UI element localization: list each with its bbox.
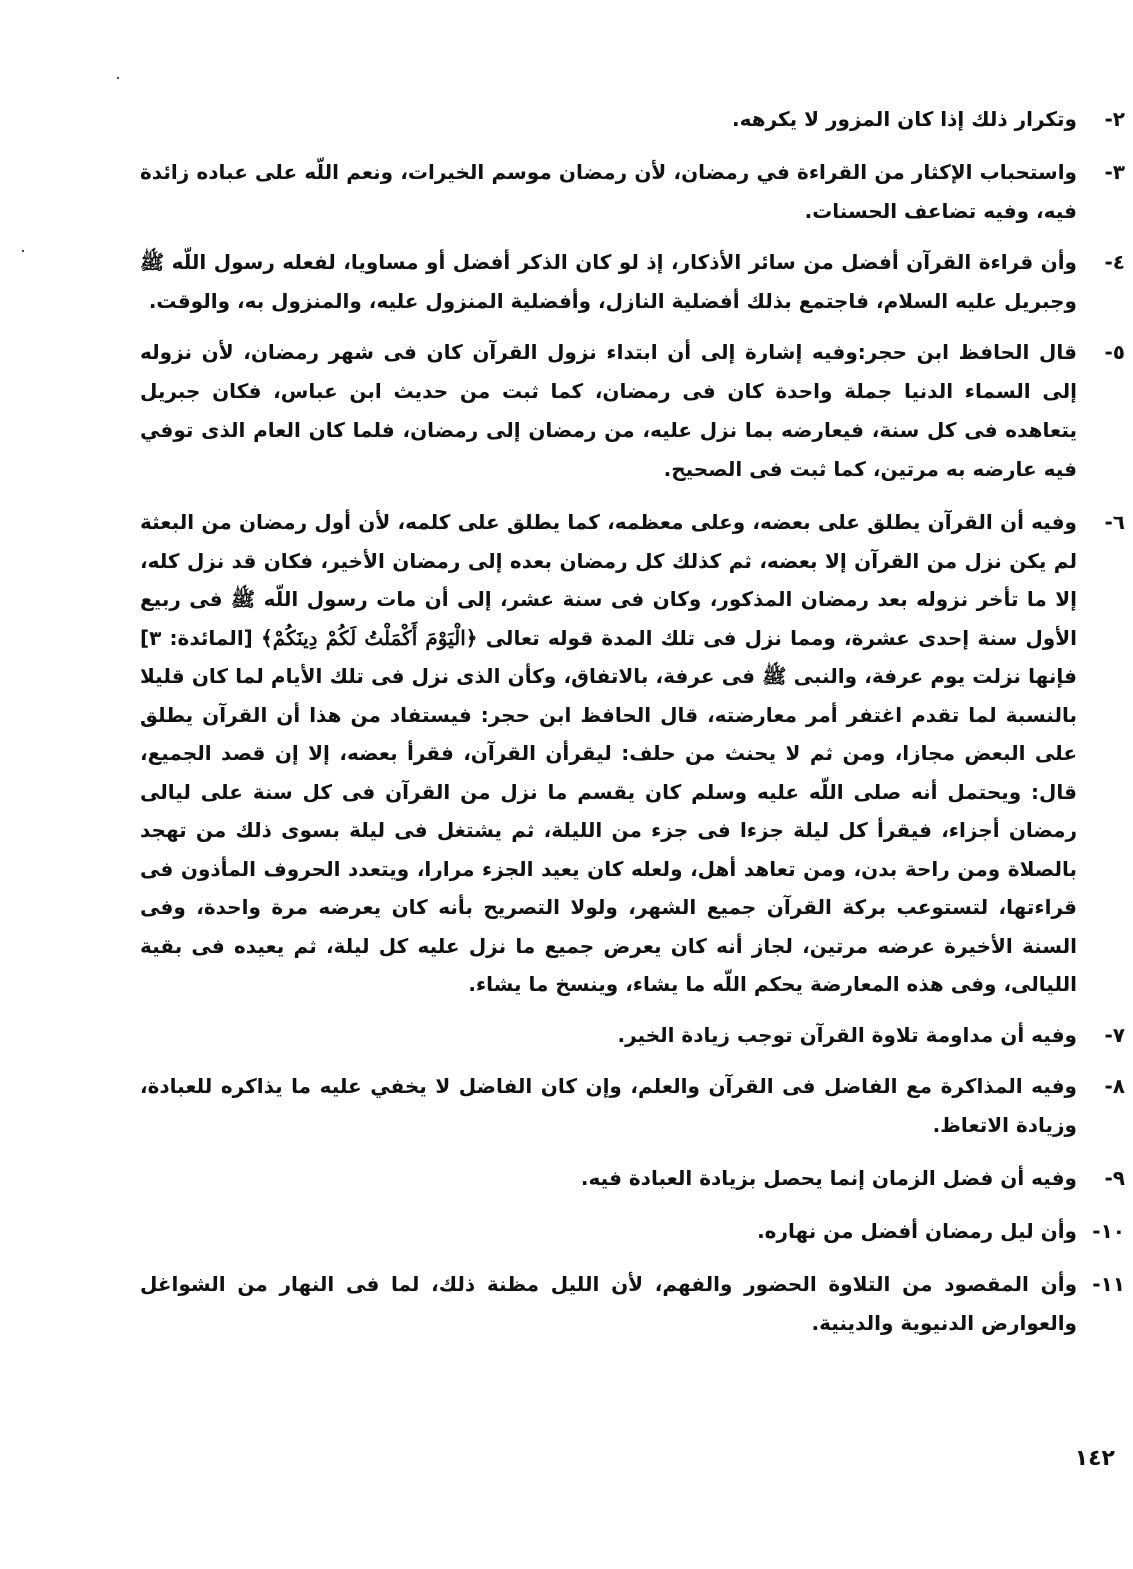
list-item: [140, 153, 1125, 231]
scan-speck: [117, 77, 119, 79]
item-number: ٧-: [1104, 1022, 1125, 1047]
item-number: ٨-: [1104, 1073, 1125, 1098]
item-number: ١٠-: [1092, 1218, 1125, 1243]
item-number: ٣-: [1104, 160, 1125, 184]
item-text-part: [المائدة: ٣] فإنها نزلت يوم عرفة، والنبى ﷺ فى عرفة، بالاتفاق، وكأن الذى نزل فى تلك الأيام لما كان قليلا بالنسبة لما تقدم اغتفر أمر معارضته، قال الحافظ ابن حجر: فيستفاد من هذا أن القرآن يطلق على البعض مجازا، ومن ثم لا يحنث من حلف: ليقرأن القرآن، فقرأ بعضه، إلا إن قصد الجميع، قال: ويحتمل أنه صلى اللّه عليه وسلم كان يقسم ما نزل من القرآن فى كل سنة على ليالى رمضان أجزاء، فيقرأ كل ليلة جزءا فى جزء من الليلة، ثم يشتغل فى ليلة بسوى ذلك من تهجد بالصلاة ومن راحة بدن، ومن تعاهد أهل، ولعله كان يعيد الجزء مرارا، ويتعدد الحروف المأذون فى قراءتها، لتستوعب بركة القرآن جميع الشهر، ولولا التصريح بأنه كان يعرضه مرة واحدة، وفى السنة الأخيرة عرضه مرتين، لجاز أنه كان يعرض جميع ما نزل عليه كل ليلة، ثم يعيده فى بقية الليالى، وفى هذه المعارضة يحكم اللّه ما يشاء، وينسخ ما يشاء.: [140, 625, 1077, 996]
item-text-part: وفيه أن القرآن يطلق على بعضه، وعلى معظمه، كما يطلق على كلمه، لأن أول رمضان من البعثة لم يكن نزل من القرآن إلا بعضه، ثم كذلك كل رمضان بعده إلى رمضان الأخير، فكان قد نزل كله، إلا ما تأخر نزوله بعد رمضان المذكور، وكان فى سنة عشر، إلى أن مات رسول اللّه ﷺ فى ربيع الأول سنة إحدى عشرة، ومما نزل فى تلك المدة قوله تعالى: [140, 510, 1077, 650]
item-text: وفيه أن مداومة تلاوة القرآن توجب زيادة الخير.: [617, 1022, 1077, 1047]
list-item: [140, 1212, 1125, 1251]
list-item: [140, 1067, 1125, 1145]
quran-verse: ﴿الْيَوْمَ أَكْمَلْتُ لَكُمْ دِينَكُمْ﴾: [260, 625, 478, 650]
list-item: [140, 503, 1125, 1004]
item-text: وأن ليل رمضان أفضل من نهاره.: [757, 1218, 1077, 1243]
item-number: ١١-: [1092, 1271, 1125, 1296]
item-number: ٢-: [1104, 107, 1125, 131]
item-number: ٥-: [1104, 340, 1125, 364]
item-text: وأن المقصود من التلاوة الحضور والفهم، لأن الليل مظنة ذلك، لما فى النهار من الشواغل والعوارض الدنيوية والدينية.: [140, 1271, 1077, 1335]
item-text: وفيه المذاكرة مع الفاضل فى القرآن والعلم، وإن كان الفاضل لا يخفي عليه ما يذاكره للعبادة، وزيادة الاتعاظ.: [140, 1073, 1077, 1137]
list-item: [140, 100, 1125, 139]
item-number: ٩-: [1104, 1165, 1125, 1190]
item-text: [140, 503, 1077, 1004]
item-text: وتكرار ذلك إذا كان المزور لا يكرهه.: [732, 107, 1077, 131]
item-text: قال الحافظ ابن حجر:وفيه إشارة إلى أن ابتداء نزول القرآن كان فى شهر رمضان، لأن نزوله إلى السماء الدنيا جملة واحدة كان فى رمضان، كما ثبت من حديث ابن عباس، فكان جبريل يتعاهده فى كل سنة، فيعارضه بما نزل عليه، من رمضان إلى رمضان، فلما كان العام الذى توفي فيه عارضه به مرتين، كما ثبت فى الصحيح.: [140, 340, 1077, 481]
list-item: [140, 1159, 1125, 1198]
scan-speck: [22, 250, 24, 252]
list-item: [140, 243, 1125, 321]
list-item: [140, 1265, 1125, 1343]
item-text: واستحباب الإكثار من القراءة في رمضان، لأن رمضان موسم الخيرات، ونعم اللّه على عباده زائدة فيه، وفيه تضاعف الحسنات.: [140, 160, 1077, 223]
item-number: ٤-: [1104, 250, 1125, 274]
document-page: [140, 100, 1125, 1359]
item-text: وفيه أن فضل الزمان إنما يحصل بزيادة العبادة فيه.: [580, 1165, 1077, 1190]
list-item: [140, 333, 1125, 489]
page-number: ١٤٢: [1074, 1446, 1115, 1471]
item-text: وأن قراءة القرآن أفضل من سائر الأذكار، إذ لو كان الذكر أفضل أو مساويا، لفعله رسول اللّه ﷺ وجبريل عليه السلام، فاجتمع بذلك أفضلية النازل، وأفضلية المنزول عليه، والمنزول به، والوقت.: [140, 250, 1077, 313]
list-item: [140, 1016, 1125, 1055]
item-number: ٦-: [1104, 510, 1125, 534]
